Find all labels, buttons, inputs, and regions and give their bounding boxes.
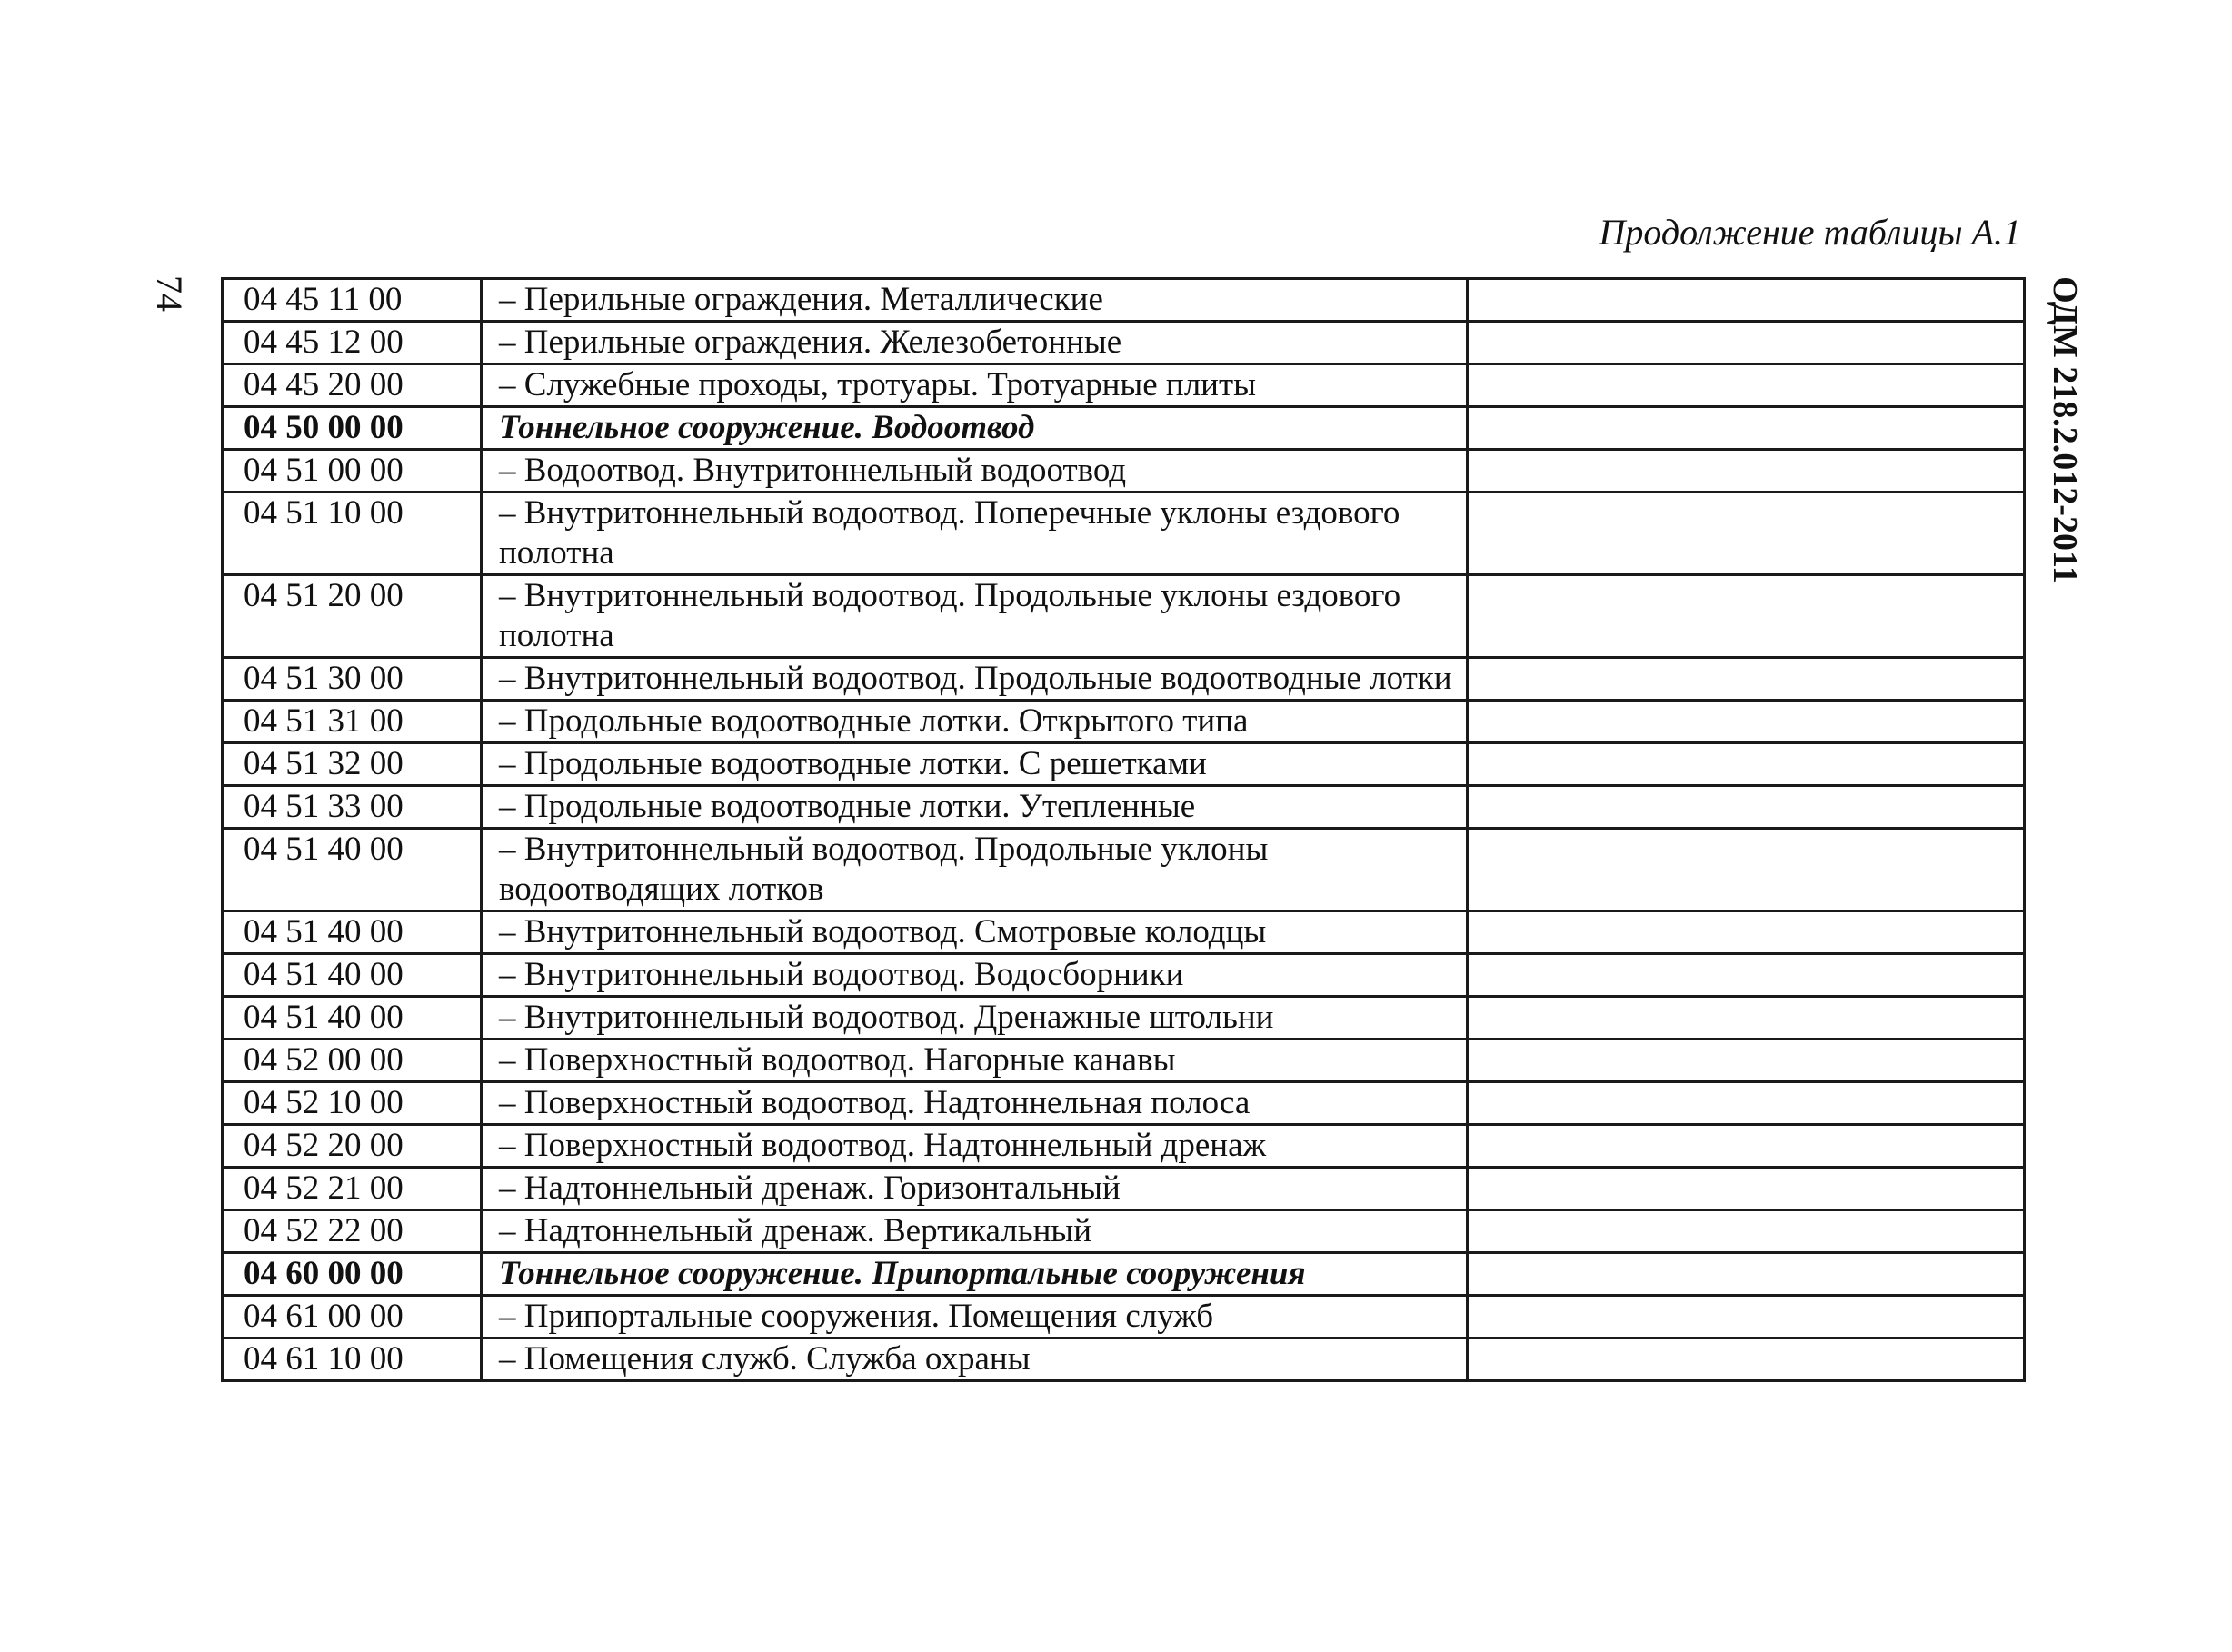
description-cell: – Продольные водоотводные лотки. Открытого типа — [482, 701, 1468, 743]
table-row — [223, 658, 2025, 701]
description-cell: – Внутритоннельный водоотвод. Смотровые колодцы — [482, 911, 1468, 954]
note-cell — [1468, 786, 2025, 829]
description-cell: – Внутритоннельный водоотвод. Продольные уклоны ездового полотна — [482, 575, 1468, 658]
note-cell — [1468, 322, 2025, 364]
code-cell: 04 51 32 00 — [223, 743, 482, 786]
description-cell: – Поверхностный водоотвод. Нагорные канавы — [482, 1040, 1468, 1082]
table-row — [223, 364, 2025, 407]
note-cell — [1468, 701, 2025, 743]
code-cell: 04 45 11 00 — [223, 279, 482, 322]
table-row — [223, 829, 2025, 911]
table-row — [223, 701, 2025, 743]
description-cell: – Припортальные сооружения. Помещения служб — [482, 1296, 1468, 1339]
code-cell: 04 51 40 00 — [223, 911, 482, 954]
code-cell: 04 51 40 00 — [223, 829, 482, 911]
classification-table — [221, 277, 2026, 1382]
note-cell — [1468, 954, 2025, 997]
table-row — [223, 954, 2025, 997]
table-row — [223, 1168, 2025, 1210]
description-cell: – Помещения служб. Служба охраны — [482, 1339, 1468, 1381]
description-cell: – Внутритоннельный водоотвод. Дренажные штольни — [482, 997, 1468, 1040]
description-cell: – Перильные ограждения. Металлические — [482, 279, 1468, 322]
code-cell: 04 51 40 00 — [223, 954, 482, 997]
code-cell: 04 50 00 00 — [223, 407, 482, 450]
note-cell — [1468, 997, 2025, 1040]
note-cell — [1468, 575, 2025, 658]
note-cell — [1468, 407, 2025, 450]
table-row — [223, 911, 2025, 954]
code-cell: 04 61 00 00 — [223, 1296, 482, 1339]
description-cell: – Поверхностный водоотвод. Надтоннельный дренаж — [482, 1125, 1468, 1168]
code-cell: 04 51 31 00 — [223, 701, 482, 743]
description-cell: – Продольные водоотводные лотки. Утепленные — [482, 786, 1468, 829]
document-code-sidebar — [2038, 262, 2092, 598]
table-row — [223, 1125, 2025, 1168]
note-cell — [1468, 1125, 2025, 1168]
note-cell — [1468, 1210, 2025, 1253]
description-cell: Тоннельное сооружение. Водоотвод — [482, 407, 1468, 450]
table-row — [223, 1296, 2025, 1339]
description-cell: – Внутритоннельный водоотвод. Водосборники — [482, 954, 1468, 997]
note-cell — [1468, 1339, 2025, 1381]
table-row — [223, 1040, 2025, 1082]
code-cell: 04 52 20 00 — [223, 1125, 482, 1168]
code-cell: 04 51 40 00 — [223, 997, 482, 1040]
code-cell: 04 52 22 00 — [223, 1210, 482, 1253]
table-row — [223, 743, 2025, 786]
code-cell: 04 51 33 00 — [223, 786, 482, 829]
note-cell — [1468, 493, 2025, 575]
table-continuation-caption: Продолжение таблицы А.1 — [1599, 212, 2021, 253]
code-cell: 04 52 00 00 — [223, 1040, 482, 1082]
note-cell — [1468, 658, 2025, 701]
table-row — [223, 1339, 2025, 1381]
code-cell: 04 45 20 00 — [223, 364, 482, 407]
table-row — [223, 493, 2025, 575]
code-cell: 04 45 12 00 — [223, 322, 482, 364]
table-row — [223, 322, 2025, 364]
code-cell: 04 60 00 00 — [223, 1253, 482, 1296]
note-cell — [1468, 1253, 2025, 1296]
note-cell — [1468, 364, 2025, 407]
code-cell: 04 51 00 00 — [223, 450, 482, 493]
note-cell — [1468, 1168, 2025, 1210]
table-row — [223, 279, 2025, 322]
code-cell: 04 52 10 00 — [223, 1082, 482, 1125]
code-cell: 04 52 21 00 — [223, 1168, 482, 1210]
table-row — [223, 997, 2025, 1040]
code-cell: 04 51 10 00 — [223, 493, 482, 575]
table-row — [223, 786, 2025, 829]
note-cell — [1468, 1296, 2025, 1339]
note-cell — [1468, 279, 2025, 322]
table-section-row — [223, 1253, 2025, 1296]
code-cell: 04 51 20 00 — [223, 575, 482, 658]
table-section-row — [223, 407, 2025, 450]
table-row — [223, 575, 2025, 658]
note-cell — [1468, 911, 2025, 954]
description-cell: Тоннельное сооружение. Припортальные сооружения — [482, 1253, 1468, 1296]
page-number: 74 — [149, 275, 191, 312]
code-cell: 04 51 30 00 — [223, 658, 482, 701]
note-cell — [1468, 450, 2025, 493]
table-row — [223, 1210, 2025, 1253]
note-cell — [1468, 1040, 2025, 1082]
description-cell: – Служебные проходы, тротуары. Тротуарные плиты — [482, 364, 1468, 407]
description-cell: – Внутритоннельный водоотвод. Продольные уклоны водоотводящих лотков — [482, 829, 1468, 911]
note-cell — [1468, 743, 2025, 786]
description-cell: – Внутритоннельный водоотвод. Продольные водоотводные лотки — [482, 658, 1468, 701]
note-cell — [1468, 829, 2025, 911]
table-body — [223, 279, 2025, 1381]
code-cell: 04 61 10 00 — [223, 1339, 482, 1381]
table-row — [223, 450, 2025, 493]
description-cell: – Перильные ограждения. Железобетонные — [482, 322, 1468, 364]
description-cell: – Продольные водоотводные лотки. С решетками — [482, 743, 1468, 786]
note-cell — [1468, 1082, 2025, 1125]
description-cell: – Поверхностный водоотвод. Надтоннельная полоса — [482, 1082, 1468, 1125]
description-cell: – Надтоннельный дренаж. Горизонтальный — [482, 1168, 1468, 1210]
table-row — [223, 1082, 2025, 1125]
description-cell: – Надтоннельный дренаж. Вертикальный — [482, 1210, 1468, 1253]
document-code: ОДМ 218.2.012-2011 — [2046, 276, 2084, 583]
description-cell: – Внутритоннельный водоотвод. Поперечные уклоны ездового полотна — [482, 493, 1468, 575]
description-cell: – Водоотвод. Внутритоннельный водоотвод — [482, 450, 1468, 493]
